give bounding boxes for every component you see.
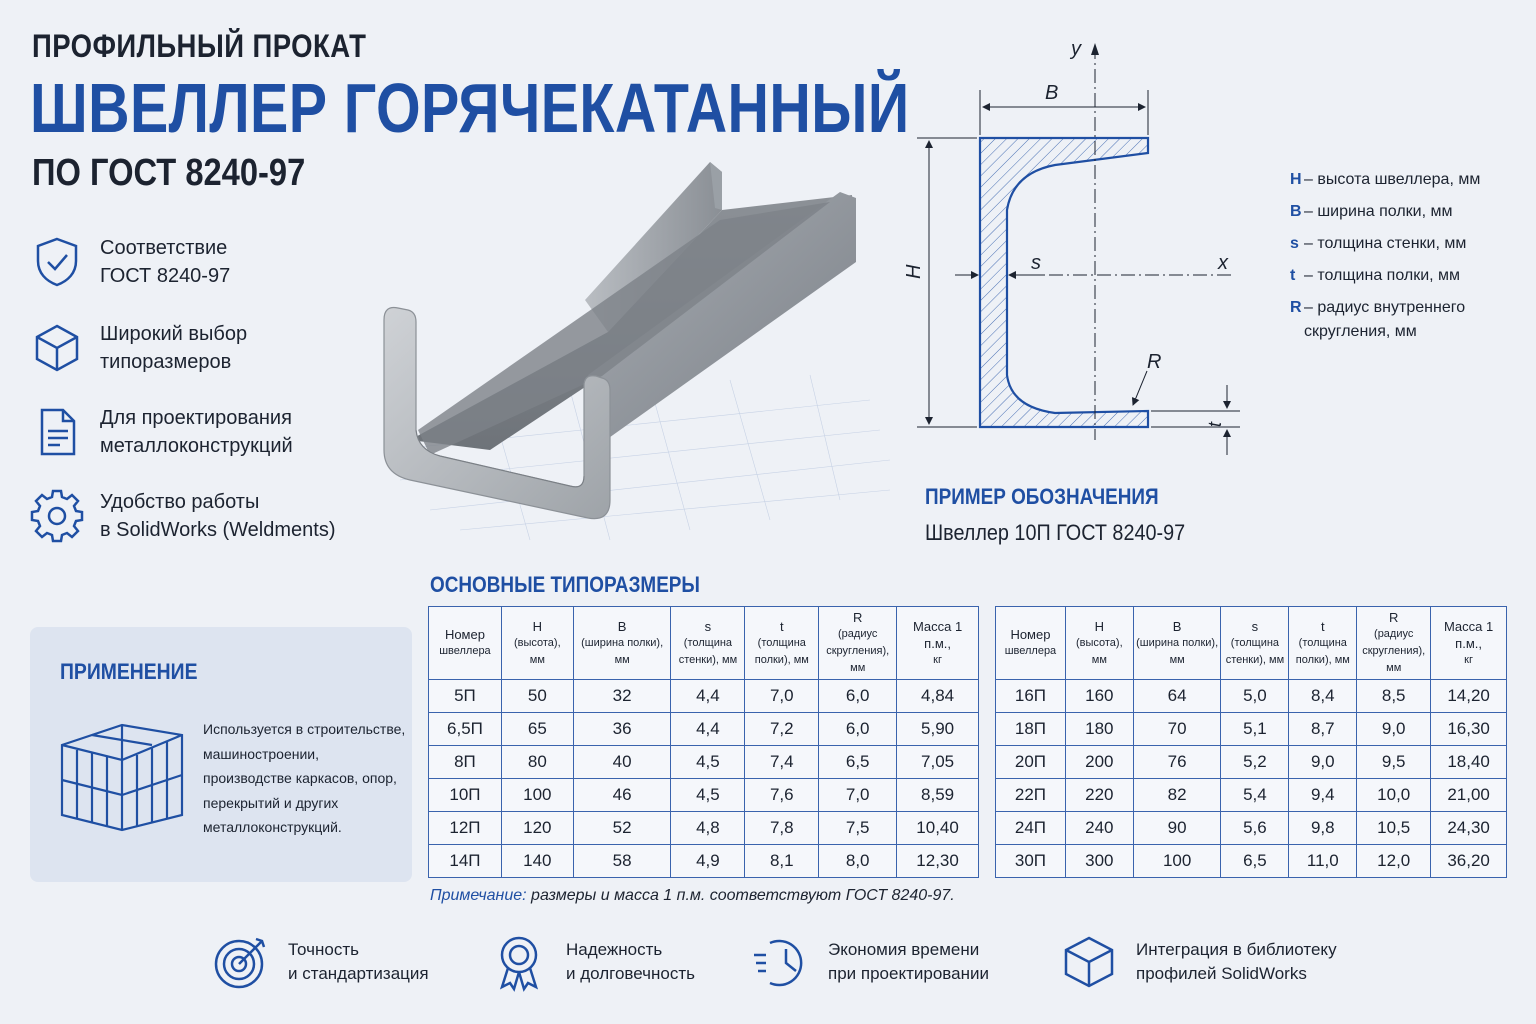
- table-row: [996, 680, 1507, 713]
- table-cell: 18П: [996, 713, 1066, 746]
- table-cell: 4,4: [671, 680, 745, 713]
- feature-gost: [30, 232, 360, 292]
- table-cell: 10П: [429, 779, 502, 812]
- table-cell: 7,4: [745, 746, 819, 779]
- table-header-cell: [501, 607, 573, 680]
- table-header-cell: [1431, 607, 1507, 680]
- table-header-cell: [671, 607, 745, 680]
- table-row: [996, 713, 1507, 746]
- table-cell: 6,5П: [429, 713, 502, 746]
- legend-item: t – толщина полки, мм: [1290, 267, 1461, 284]
- feature-text: Для проектирования металлоконструкций: [100, 407, 293, 457]
- header-sub: швеллера: [1004, 645, 1057, 657]
- table-cell: 16П: [996, 680, 1066, 713]
- table-cell: 22П: [996, 779, 1066, 812]
- header-main: Номер: [444, 627, 485, 642]
- table-cell: 7,2: [745, 713, 819, 746]
- table-cell: 20П: [996, 746, 1066, 779]
- header-sub: (толщина стенки), мм: [1225, 636, 1285, 666]
- feature-text: Широкий выбор типоразмеров: [100, 323, 248, 373]
- bottom-feature-text: Надежность и долговечность: [566, 940, 695, 983]
- table-cell: 5,0: [1221, 680, 1289, 713]
- table-row: [429, 680, 979, 713]
- table-header-cell: [897, 607, 979, 680]
- header-sub: кг: [1464, 653, 1473, 666]
- table-cell: 46: [573, 779, 671, 812]
- header-main: H: [1094, 618, 1105, 634]
- table-cell: 7,6: [745, 779, 819, 812]
- h-dimension-label: H: [903, 264, 925, 279]
- s-dimension-label: s: [1031, 252, 1041, 274]
- header-main: B: [1172, 618, 1182, 634]
- table-row: [996, 812, 1507, 845]
- table-cell: 12,0: [1357, 845, 1431, 878]
- table-cell: 4,8: [671, 812, 745, 845]
- note-text: размеры и масса 1 п.м. соответствуют ГОСТ 8240-97.: [531, 887, 955, 904]
- table-cell: 8,5: [1357, 680, 1431, 713]
- table-cell: 80: [501, 746, 573, 779]
- shield-check-icon: [30, 235, 84, 289]
- table-cell: 8,1: [745, 845, 819, 878]
- table-row: [996, 746, 1507, 779]
- cube-icon: [1060, 933, 1118, 991]
- table-cell: 40: [573, 746, 671, 779]
- application-text: Используется в строительстве, машиностроении, производстве каркасов, опор, перекрытий и других металлоконструкций.: [203, 721, 406, 835]
- header-main: s: [1251, 618, 1259, 634]
- table-cell: 9,4: [1289, 779, 1357, 812]
- table-cell: 5,2: [1221, 746, 1289, 779]
- table-cell: 8,7: [1289, 713, 1357, 746]
- table-cell: 5,6: [1221, 812, 1289, 845]
- table-row: [429, 746, 979, 779]
- bottom-feature-text: Интеграция в библиотеку профилей SolidWorks: [1136, 940, 1337, 983]
- legend-item: H – высота швеллера, мм: [1290, 171, 1481, 188]
- table-cell: 9,8: [1289, 812, 1357, 845]
- legend-item: R – радиус внутреннего скругления, мм: [1290, 299, 1466, 340]
- table-cell: 8,59: [897, 779, 979, 812]
- header-sub: (радиус скругления), мм: [826, 628, 890, 674]
- table-cell: 24П: [996, 812, 1066, 845]
- table-cell: 70: [1133, 713, 1221, 746]
- header-main: R: [853, 610, 863, 625]
- table-cell: 4,84: [897, 680, 979, 713]
- feature-design: [30, 402, 360, 462]
- table-cell: 16,30: [1431, 713, 1507, 746]
- page-subtitle: ПО ГОСТ 8240-97: [32, 152, 306, 194]
- legend-item: B – ширина полки, мм: [1290, 203, 1453, 220]
- target-icon: [212, 933, 270, 991]
- table-cell: 100: [1133, 845, 1221, 878]
- bottom-feature-text: Экономия времени при проектировании: [828, 940, 989, 983]
- bottom-feature-integration: [1060, 932, 1337, 992]
- table-cell: 7,8: [745, 812, 819, 845]
- header-sub: (толщина полки), мм: [1295, 636, 1350, 666]
- table-cell: 18,40: [1431, 746, 1507, 779]
- table-cell: 30П: [996, 845, 1066, 878]
- header-main: Масса 1 п.м.,: [1443, 618, 1494, 651]
- table-cell: 5,90: [897, 713, 979, 746]
- header-main: Масса 1 п.м.,: [912, 618, 963, 651]
- dimension-legend: [1290, 168, 1520, 352]
- table-cell: 6,5: [819, 746, 897, 779]
- dimensions-table-right: [995, 606, 1507, 878]
- table-cell: 200: [1065, 746, 1133, 779]
- application-panel: [30, 627, 412, 882]
- table-cell: 58: [573, 845, 671, 878]
- bottom-feature-reliability: [490, 932, 695, 992]
- steel-frame-icon: [52, 705, 192, 835]
- bottom-feature-accuracy: [212, 932, 429, 992]
- table-cell: 220: [1065, 779, 1133, 812]
- table-cell: 240: [1065, 812, 1133, 845]
- header-sub: (толщина полки), мм: [754, 636, 809, 666]
- page-title: ШВЕЛЛЕР ГОРЯЧЕКАТАННЫЙ: [30, 69, 910, 147]
- table-cell: 10,5: [1357, 812, 1431, 845]
- header-main: Номер: [1010, 627, 1051, 642]
- table-row: [429, 812, 979, 845]
- table-cell: 8,0: [819, 845, 897, 878]
- table-row: [429, 713, 979, 746]
- page-kicker: ПРОФИЛЬНЫЙ ПРОКАТ: [32, 28, 367, 64]
- header-sub: (толщина стенки), мм: [678, 636, 738, 666]
- feature-solidworks: [30, 486, 360, 546]
- table-cell: 64: [1133, 680, 1221, 713]
- table-cell: 24,30: [1431, 812, 1507, 845]
- document-icon: [30, 405, 84, 459]
- table-cell: 21,00: [1431, 779, 1507, 812]
- clock-speed-icon: [752, 933, 810, 991]
- table-cell: 7,0: [745, 680, 819, 713]
- table-cell: 50: [501, 680, 573, 713]
- table-cell: 7,5: [819, 812, 897, 845]
- header-main: H: [532, 618, 543, 634]
- header-main: t: [1320, 618, 1325, 634]
- table-cell: 36,20: [1431, 845, 1507, 878]
- header-sub: (высота), мм: [513, 636, 561, 666]
- bottom-feature-time: [752, 932, 989, 992]
- b-dimension-label: B: [1045, 82, 1059, 104]
- table-cell: 300: [1065, 845, 1133, 878]
- header-sub: кг: [933, 653, 942, 666]
- table-cell: 6,0: [819, 713, 897, 746]
- table-cell: 90: [1133, 812, 1221, 845]
- table-header-cell: [429, 607, 502, 680]
- x-axis-label: x: [1218, 252, 1228, 274]
- table-row: [996, 779, 1507, 812]
- table-cell: 10,40: [897, 812, 979, 845]
- header-sub: (ширина полки), мм: [581, 636, 664, 666]
- table-cell: 8П: [429, 746, 502, 779]
- table-cell: 5П: [429, 680, 502, 713]
- table-cell: 36: [573, 713, 671, 746]
- award-medal-icon: [490, 933, 548, 991]
- table-cell: 7,05: [897, 746, 979, 779]
- table-cell: 4,5: [671, 746, 745, 779]
- table-row: [996, 845, 1507, 878]
- table-header-cell: [745, 607, 819, 680]
- header-sub: (ширина полки), мм: [1136, 636, 1219, 666]
- table-title: ОСНОВНЫЕ ТИПОРАЗМЕРЫ: [430, 572, 700, 597]
- table-header-cell: [1133, 607, 1221, 680]
- table-cell: 4,4: [671, 713, 745, 746]
- table-cell: 82: [1133, 779, 1221, 812]
- table-cell: 14П: [429, 845, 502, 878]
- table-cell: 9,5: [1357, 746, 1431, 779]
- table-row: [429, 845, 979, 878]
- table-cell: 5,1: [1221, 713, 1289, 746]
- t-dimension-label: t: [1205, 421, 1225, 427]
- table-cell: 100: [501, 779, 573, 812]
- table-header-cell: [573, 607, 671, 680]
- header-sub: швеллера: [439, 645, 491, 657]
- table-header-cell: [1065, 607, 1133, 680]
- table-cell: 76: [1133, 746, 1221, 779]
- feature-text: Удобство работы в SolidWorks (Weldments): [100, 491, 336, 541]
- table-cell: 140: [501, 845, 573, 878]
- table-cell: 120: [501, 812, 573, 845]
- feature-text: Соответствие ГОСТ 8240-97: [100, 237, 231, 287]
- table-cell: 7,0: [819, 779, 897, 812]
- header-main: B: [617, 618, 627, 634]
- header-main: R: [1389, 610, 1399, 625]
- table-header-cell: [819, 607, 897, 680]
- table-cell: 9,0: [1357, 713, 1431, 746]
- cube-icon: [30, 321, 84, 375]
- table-cell: 6,5: [1221, 845, 1289, 878]
- table-cell: 11,0: [1289, 845, 1357, 878]
- table-cell: 6,0: [819, 680, 897, 713]
- table-cell: 180: [1065, 713, 1133, 746]
- legend-item: s – толщина стенки, мм: [1290, 235, 1467, 252]
- header-sub: (высота), мм: [1075, 636, 1123, 666]
- table-header-cell: [1221, 607, 1289, 680]
- header-sub: (радиус скругления), мм: [1362, 628, 1426, 674]
- table-header-cell: [1357, 607, 1431, 680]
- table-cell: 5,4: [1221, 779, 1289, 812]
- note-label: Примечание:: [430, 887, 527, 904]
- table-cell: 12П: [429, 812, 502, 845]
- table-note: [430, 887, 955, 905]
- table-header-cell: [1289, 607, 1357, 680]
- table-cell: 4,9: [671, 845, 745, 878]
- example-title: ПРИМЕР ОБОЗНАЧЕНИЯ: [925, 484, 1159, 509]
- y-axis-label: y: [1071, 38, 1081, 60]
- r-dimension-label: R: [1147, 351, 1162, 373]
- table-cell: 65: [501, 713, 573, 746]
- header-main: s: [704, 618, 712, 634]
- channel-section-diagram: [895, 35, 1228, 465]
- table-row: [429, 779, 979, 812]
- feature-sizes: [30, 318, 360, 378]
- table-cell: 12,30: [897, 845, 979, 878]
- table-header-cell: [996, 607, 1066, 680]
- table-cell: 4,5: [671, 779, 745, 812]
- table-cell: 10,0: [1357, 779, 1431, 812]
- gear-icon: [30, 489, 84, 543]
- bottom-feature-text: Точность и стандартизация: [288, 940, 429, 983]
- header-main: t: [779, 618, 784, 634]
- table-cell: 160: [1065, 680, 1133, 713]
- table-cell: 32: [573, 680, 671, 713]
- table-cell: 52: [573, 812, 671, 845]
- table-cell: 9,0: [1289, 746, 1357, 779]
- dimensions-table-left: [428, 606, 979, 878]
- channel-steel-image: [370, 150, 900, 550]
- table-cell: 8,4: [1289, 680, 1357, 713]
- table-cell: 14,20: [1431, 680, 1507, 713]
- application-title: ПРИМЕНЕНИЕ: [60, 659, 198, 684]
- example-value: Швеллер 10П ГОСТ 8240-97: [925, 520, 1186, 545]
- channel-section-shape: [980, 138, 1148, 427]
